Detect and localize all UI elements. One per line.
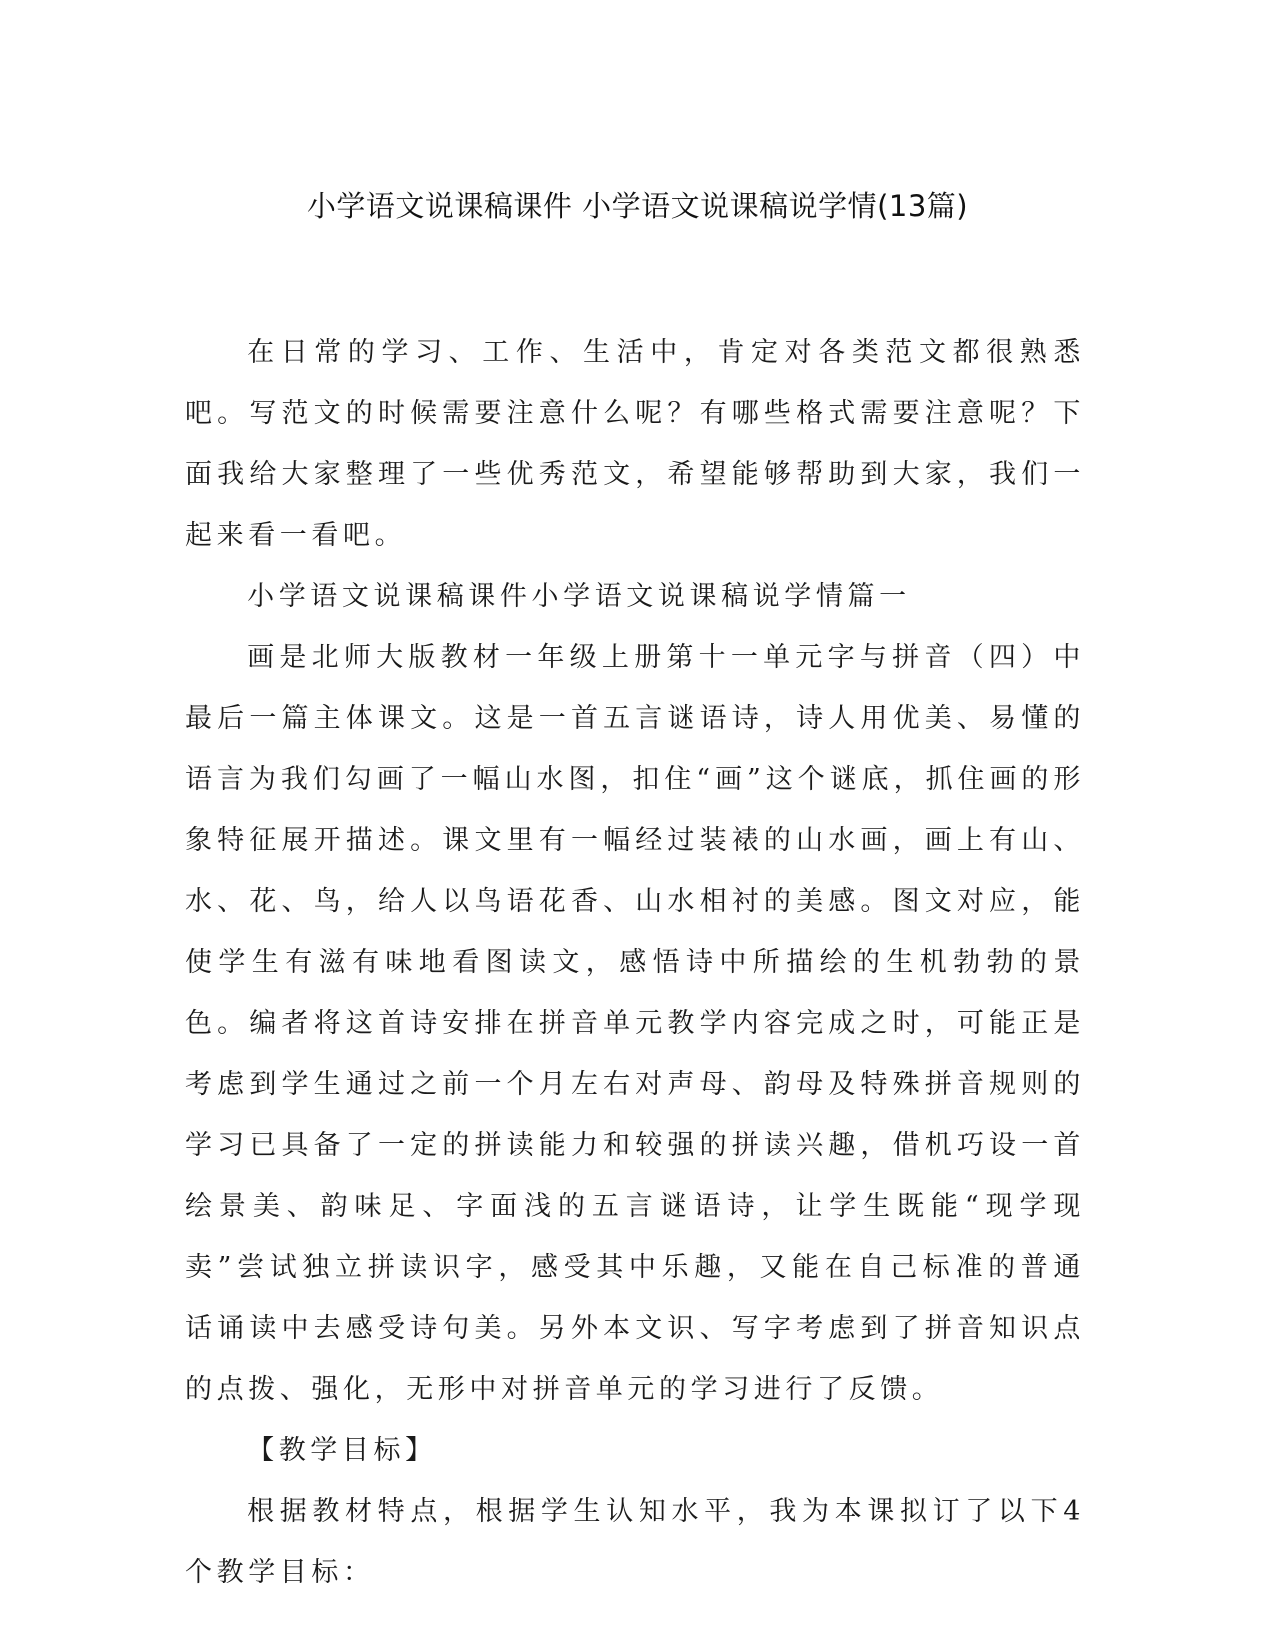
intro-paragraph: 在日常的学习、工作、生活中，肯定对各类范文都很熟悉吧。写范文的时候需要注意什么呢？有哪些格式需要注意呢？下面我给大家整理了一些优秀范文，希望能够帮助到大家，我们一起来看一看吧。 xyxy=(185,337,1085,551)
teaching-goals-heading: 【教学目标】 xyxy=(247,1435,437,1466)
body-paragraph: 画是北师大版教材一年级上册第十一单元字与拼音（四）中最后一篇主体课文。这是一首五言谜语诗，诗人用优美、易懂的语言为我们勾画了一幅山水图，扣住“画”这个谜底，抓住画的形象特征展开描述。课文里有一幅经过装裱的山水画，画上有山、水、花、鸟，给人以鸟语花香、山水相衬的美感。图文对应，能使学生有滋有味地看图读文，感悟诗中所描绘的生机勃勃的景色。编者将这首诗安排在拼音单元教学内容完成之时，可能正是考虑到学生通过之前一个月左右对声母、韵母及特殊拼音规则的学习已具备了一定的拼读能力和较强的拼读兴趣，借机巧设一首绘景美、韵味足、字面浅的五言谜语诗，让学生既能“现学现卖”尝试独立拼读识字，感受其中乐趣，又能在自己标准的普通话诵读中去感受诗句美。另外本文识、写字考虑到了拼音知识点的点拨、强化，无形中对拼音单元的学习进行了反馈。 xyxy=(185,642,1085,1405)
section-heading: 小学语文说课稿课件小学语文说课稿说学情篇一 xyxy=(247,581,911,612)
document-title: 小学语文说课稿课件 小学语文说课稿说学情(13篇) xyxy=(306,189,969,223)
document-body xyxy=(185,322,1085,1603)
body-paragraph: 根据教材特点，根据学生认知水平，我为本课拟订了以下4个教学目标： xyxy=(185,1496,1085,1588)
